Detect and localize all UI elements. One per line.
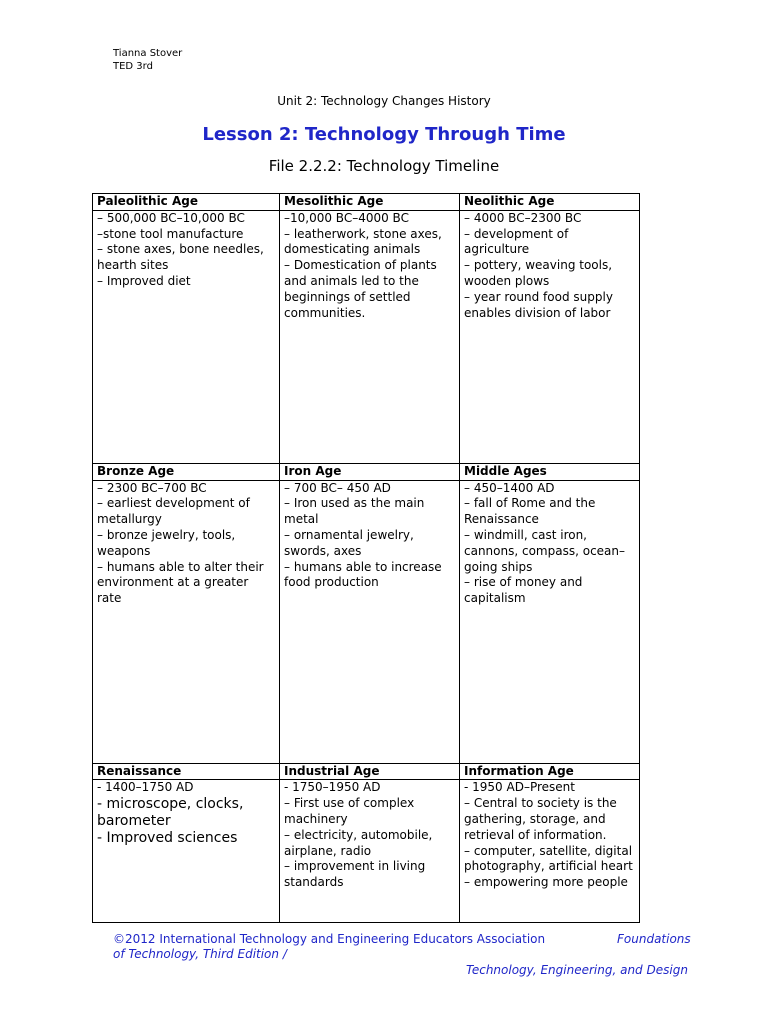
list-item: – 2300 BC–700 BC <box>97 480 207 495</box>
list-item: – 4000 BC–2300 BC <box>464 210 582 225</box>
heading-paleolithic: Paleolithic Age <box>93 194 280 211</box>
footer-book-title-part2: of Technology, Third Edition / <box>113 947 287 961</box>
heading-mesolithic: Mesolithic Age <box>280 194 460 211</box>
list-item: – bronze jewelry, tools, weapons <box>97 527 236 558</box>
list-item: – development of agriculture <box>464 226 569 257</box>
list-item: – First use of complex machinery <box>284 796 415 826</box>
list-item: - 1750–1950 AD <box>284 780 381 795</box>
footer-book-title-part3: Technology, Engineering, and Design <box>466 963 688 977</box>
list-item: – windmill, cast iron, cannons, compass, ocean–going ships <box>464 527 626 574</box>
list-item: – 700 BC– 450 AD <box>284 480 391 495</box>
student-name: Tianna Stover <box>113 48 183 59</box>
file-title: File 2.2.2: Technology Timeline <box>268 157 500 175</box>
table-row <box>93 480 640 763</box>
table-header-row <box>93 194 640 211</box>
list-item: –10,000 BC–4000 BC <box>284 210 409 225</box>
list-item: – fall of Rome and the Renaissance <box>464 496 596 527</box>
list-item: – earliest development of metallurgy <box>97 496 250 527</box>
list-item: - 1950 AD–Present <box>464 780 575 795</box>
cell-information-age <box>460 780 640 923</box>
heading-information-age: Information Age <box>460 763 640 780</box>
table-row <box>93 780 640 923</box>
list-item: - Improved sciences <box>97 830 238 847</box>
heading-renaissance: Renaissance <box>93 763 280 780</box>
unit-title: Unit 2: Technology Changes History <box>277 94 491 108</box>
cell-bronze-age <box>93 480 280 763</box>
cell-paleolithic <box>93 210 280 463</box>
list-item: – Improved diet <box>97 273 191 288</box>
list-item: – humans able to alter their environment at a greater rate <box>97 559 264 606</box>
cell-middle-ages <box>460 480 640 763</box>
heading-iron-age: Iron Age <box>280 463 460 480</box>
list-item: – pottery, weaving tools, wooden plows <box>464 258 613 288</box>
heading-neolithic: Neolithic Age <box>460 194 640 211</box>
list-item: - microscope, clocks, barometer <box>97 796 244 830</box>
heading-industrial-age: Industrial Age <box>280 763 460 780</box>
list-item: – Central to society is the gathering, storage, and retrieval of information. <box>464 796 617 842</box>
table-header-row <box>93 763 640 780</box>
list-item: – Domestication of plants and animals led to the beginnings of settled communities. <box>284 258 437 320</box>
lesson-title: Lesson 2: Technology Through Time <box>202 124 566 145</box>
cell-renaissance <box>93 780 280 923</box>
cell-iron-age <box>280 480 460 763</box>
list-item: – year round food supply enables division of labor <box>464 289 613 320</box>
list-item: – 450–1400 AD <box>464 480 555 495</box>
list-item: – empowering more people <box>464 875 628 890</box>
cell-industrial-age <box>280 780 460 923</box>
cell-mesolithic <box>280 210 460 463</box>
author-block <box>113 47 182 73</box>
list-item: – leatherwork, stone axes, domesticating animals <box>284 226 442 257</box>
list-item: – computer, satellite, digital photography, artificial heart <box>464 843 633 874</box>
heading-bronze-age: Bronze Age <box>93 463 280 480</box>
table-row <box>93 210 640 463</box>
list-item: – stone axes, bone needles, hearth sites <box>97 242 264 273</box>
list-item: – rise of money and capitalism <box>464 575 583 606</box>
footer-copyright: ©2012 International Technology and Engineering Educators Association <box>113 932 546 946</box>
technology-timeline-table <box>92 193 640 923</box>
list-item: – 500,000 BC–10,000 BC <box>97 210 245 225</box>
class-name: TED 3rd <box>113 61 153 72</box>
heading-middle-ages: Middle Ages <box>460 463 640 480</box>
list-item: - 1400–1750 AD <box>97 780 194 795</box>
table-header-row <box>93 463 640 480</box>
list-item: –stone tool manufacture <box>97 226 244 241</box>
list-item: – improvement in living standards <box>284 859 426 890</box>
cell-neolithic <box>460 210 640 463</box>
footer-book-title-part1: Foundations <box>617 932 691 946</box>
list-item: – electricity, automobile, airplane, radio <box>284 827 433 858</box>
list-item: – humans able to increase food production <box>284 559 442 590</box>
list-item: – ornamental jewelry, swords, axes <box>284 527 414 558</box>
list-item: – Iron used as the main metal <box>284 496 425 527</box>
